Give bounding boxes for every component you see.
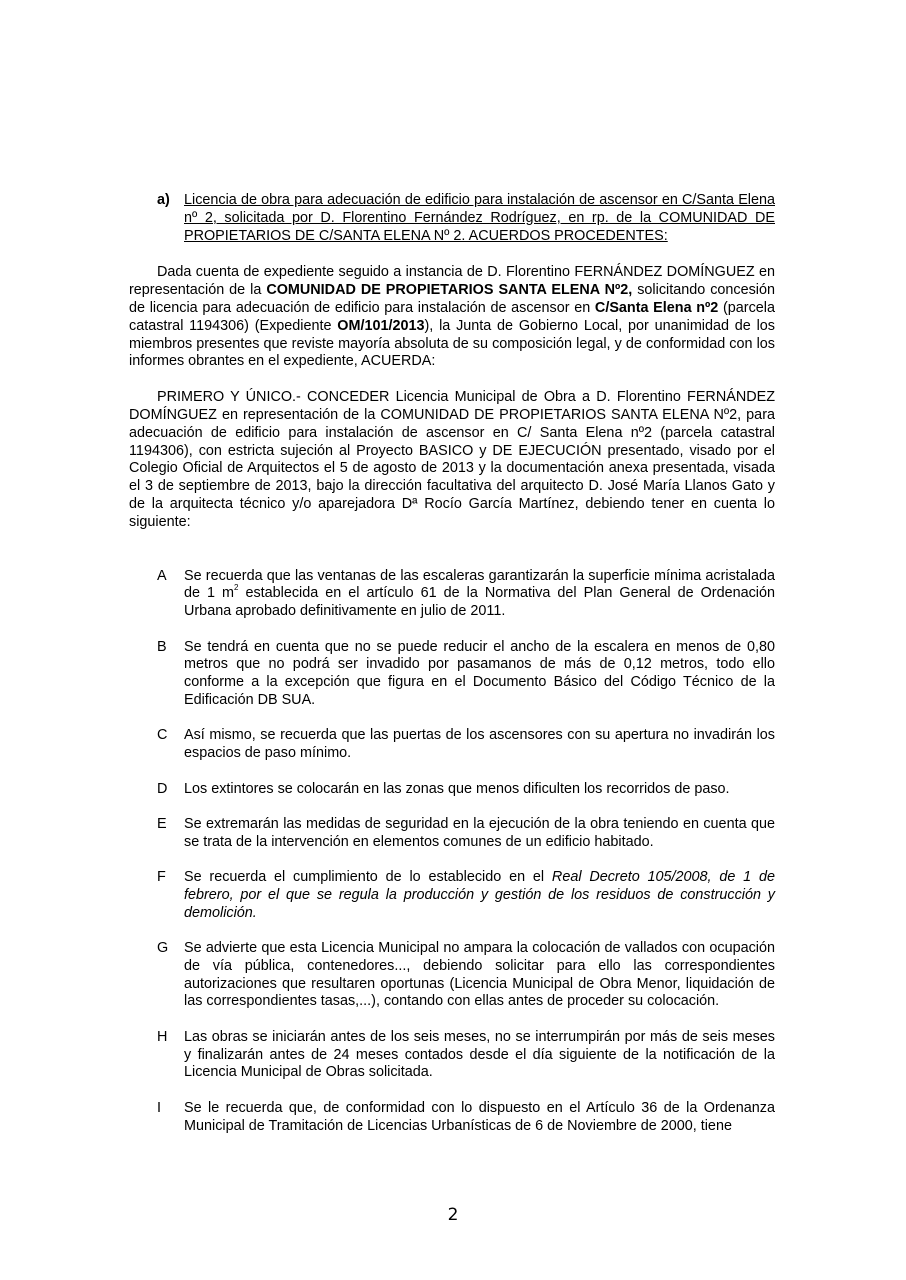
list-item <box>129 940 775 1011</box>
page-number: 2 <box>447 1205 459 1225</box>
intro-text-2: solicitando concesión de licencia para adecuación de edificio para instalación de ascensor en <box>129 282 775 316</box>
intro-bold-community: COMUNIDAD DE PROPIETARIOS SANTA ELENA Nº2, <box>266 282 633 299</box>
item-text <box>184 568 775 621</box>
item-text: Se advierte que esta Licencia Municipal no ampara la colocación de vallados con ocupación de vía pública, contenedores..., debiendo solicitar para ello las correspondientes autorizaciones que resultaren oportunas (Licencia Municipal de Obra Menor, liquidación de las correspondientes tasas,...), contando con ellas antes de proceder su colocación. <box>184 940 775 1010</box>
item-letter: F <box>157 869 166 886</box>
item-text-part: Se recuerda el cumplimiento de lo establecido en el <box>184 869 552 886</box>
section-heading <box>129 192 775 245</box>
list-item <box>129 1100 775 1136</box>
item-text-part: establecida en el artículo 61 de la Normativa del Plan General de Ordenación Urbana aprobado definitivamente en julio de 2011. <box>184 585 775 620</box>
list-item <box>129 1029 775 1082</box>
intro-bold-address: C/Santa Elena nº2 <box>594 299 719 316</box>
intro-bold-expediente: OM/101/2013 <box>337 317 425 334</box>
item-letter: H <box>157 1028 168 1045</box>
item-letter: C <box>157 727 168 744</box>
item-letter: B <box>157 638 167 655</box>
intro-text-4: ), la Junta de Gobierno Local, por unanimidad de los miembros presentes que reviste mayoría absoluta de su composición legal, y de conformidad con los informes obrantes en el expediente, ACUERDA: <box>129 317 775 370</box>
document-body <box>129 192 775 1153</box>
list-item <box>129 568 775 621</box>
list-item <box>129 816 775 852</box>
item-letter: D <box>157 780 168 797</box>
item-letter: E <box>157 815 167 832</box>
item-letter: I <box>157 1099 161 1116</box>
superscript: 2 <box>234 583 239 593</box>
section-label: a) <box>157 192 170 208</box>
resolution-paragraph: PRIMERO Y ÚNICO.- CONCEDER Licencia Municipal de Obra a D. Florentino FERNÁNDEZ DOMÍNGUEZ en representación de la COMUNIDAD DE PROPIETARIOS SANTA ELENA Nº2, para adecuación de edificio para instalación de ascensor en C/ Santa Elena nº2 (parcela catastral 1194306), con estricta sujeción al Proyecto BASICO y DE EJECUCIÓN presentado, visado por el Colegio Oficial de Arquitectos el 5 de agosto de 2013 y la documentación anexa presentada, visada el 3 de septiembre de 2013, bajo la dirección facultativa del arquitecto D. José María Llanos Gato y de la arquitecta técnico y/o aparejadora Dª Rocío García Martínez, debiendo tener en cuenta lo siguiente: <box>129 389 775 530</box>
list-item <box>129 727 775 763</box>
item-text: Se tendrá en cuenta que no se puede reducir el ancho de la escalera en menos de 0,80 metros que no podrá ser invadido por pasamanos de más de 0,12 metros, todo ello conforme a la excepción que figura en el Documento Básico del Código Técnico de la Edificación DB SUA. <box>184 638 775 708</box>
decree-reference: Real Decreto 105/2008, de 1 de febrero, por el que se regula la producción y gestión de los residuos de construcción y demolición. <box>184 869 776 921</box>
list-item <box>129 869 775 922</box>
item-text: Así mismo, se recuerda que las puertas de los ascensores con su apertura no invadirán los espacios de paso mínimo. <box>184 727 775 762</box>
item-text: Se extremarán las medidas de seguridad en la ejecución de la obra teniendo en cuenta que se trata de la intervención en elementos comunes de un edificio habitado. <box>184 815 775 850</box>
item-text-part: Se recuerda que las ventanas de las escaleras garantizarán la superficie mínima acristalada de 1 m <box>184 567 775 602</box>
intro-text-1: Dada cuenta de expediente seguido a instancia de D. Florentino FERNÁNDEZ DOMÍNGUEZ en representación de la <box>129 264 775 299</box>
item-letter: G <box>157 940 169 957</box>
item-letter: A <box>157 567 167 584</box>
list-item <box>129 639 775 710</box>
intro-text-3: (parcela catastral 1194306) (Expediente <box>129 299 775 334</box>
list-item <box>129 781 775 799</box>
intro-paragraph <box>129 264 775 371</box>
item-text: Las obras se iniciarán antes de los seis meses, no se interrumpirán por más de seis meses y finalizarán antes de 24 meses contados desde el día siguiente de la notificación de la Licencia Municipal de Obras solicitada. <box>184 1028 775 1081</box>
section-title: Licencia de obra para adecuación de edificio para instalación de ascensor en C/Santa Elena nº 2, solicitada por D. Florentino Fernández Rodríguez, en rp. de la COMUNIDAD DE PROPIETARIOS DE C/SANTA ELENA Nº 2. ACUERDOS PROCEDENTES: <box>184 192 775 244</box>
item-text: Se le recuerda que, de conformidad con lo dispuesto en el Artículo 36 de la Ordenanza Municipal de Tramitación de Licencias Urbanísticas de 6 de Noviembre de 2000, tiene <box>184 1099 775 1134</box>
conditions-list <box>129 568 775 1136</box>
item-text <box>184 869 775 922</box>
item-text: Los extintores se colocarán en las zonas que menos dificulten los recorridos de paso. <box>184 780 730 797</box>
